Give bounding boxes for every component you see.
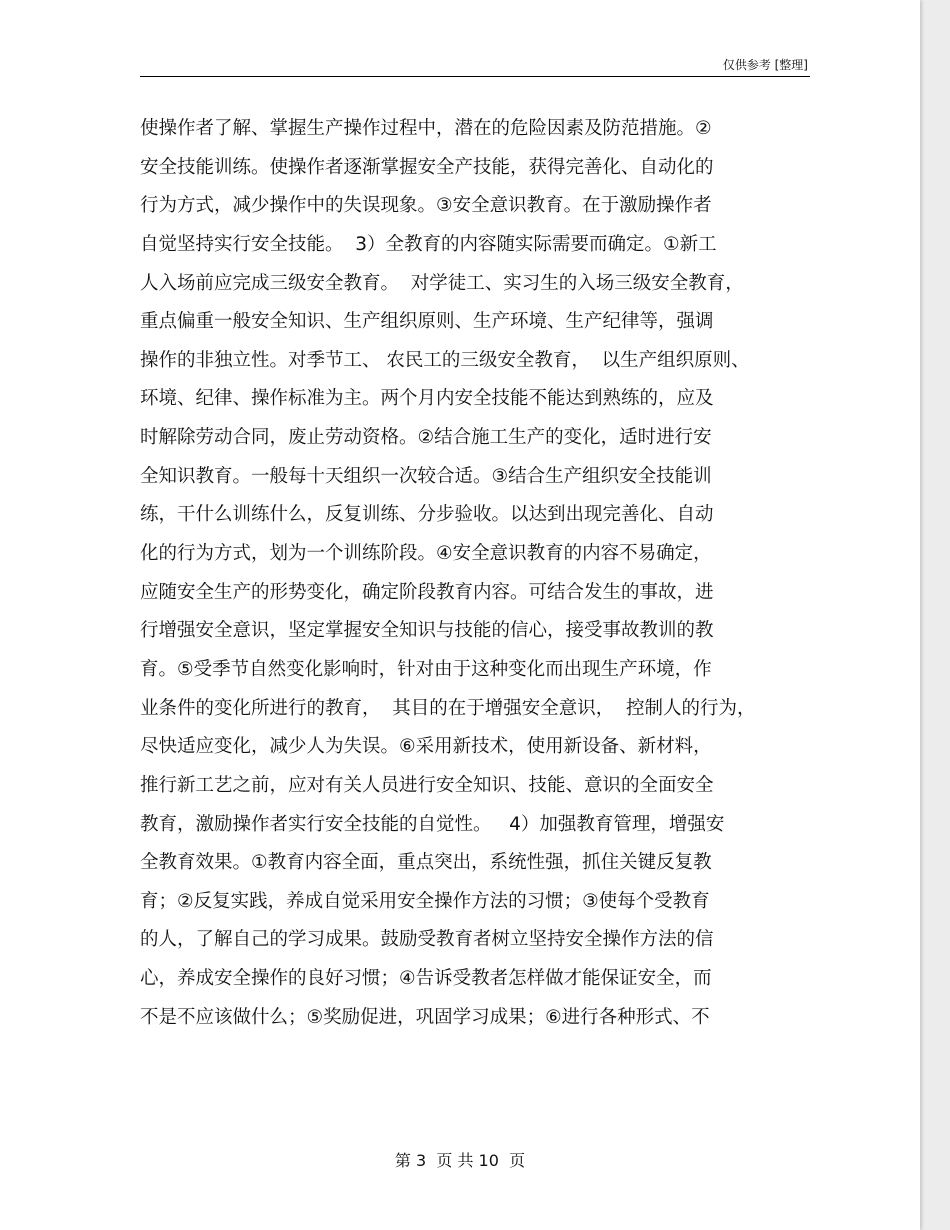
text-line: 推行新工艺之前，应对有关人员进行安全知识、技能、意识的全面安全 [140,774,714,796]
header-label: 仅供参考 [整理] [722,58,808,72]
text-line: 教育，激励操作者实行安全技能的自觉性。 4）加强教育管理，增强安 [140,813,725,835]
page-header [140,54,810,77]
text-line: 行增强安全意识，坚定掌握安全知识与技能的信心，接受事故教训的教 [140,620,714,642]
text-line: 育。⑤受季节自然变化影响时，针对由于这种变化而出现生产环境，作 [140,658,712,680]
text-line: 人入场前应完成三级安全教育。 对学徒工、实习生的入场三级安全教育， [140,272,744,294]
text-line: 的人，了解自己的学习成果。鼓励受教育者树立坚持安全操作方法的信 [140,929,714,951]
text-line: 环境、纪律、操作标准为主。两个月内安全技能不能达到熟练的，应及 [140,388,714,410]
text-line: 自觉坚持实行安全技能。 3）全教育的内容随实际需要而确定。①新工 [140,233,717,255]
text-line: 练，干什么训练什么，反复训练、分步验收。以达到出现完善化、自动 [140,504,714,526]
text-line: 应随安全生产的形势变化，确定阶段教育内容。可结合发生的事故，进 [140,581,714,603]
text-line: 化的行为方式，划为一个训练阶段。④安全意识教育的内容不易确定， [140,543,712,565]
page-footer: 第 3 页 共 10 页 [394,1151,526,1170]
text-line: 重点偏重一般安全知识、生产组织原则、生产环境、生产纪律等，强调 [140,311,714,333]
text-line: 时解除劳动合同，废止劳动资格。②结合施工生产的变化，适时进行安 [140,427,712,449]
body-text [140,110,830,1037]
text-line: 全知识教育。一般每十天组织一次较合适。③结合生产组织安全技能训 [140,465,712,487]
text-line: 育；②反复实践，养成自觉采用安全操作方法的习惯；③使每个受教育 [140,890,710,912]
text-line: 业条件的变化所进行的教育， 其目的在于增强安全意识， 控制人的行为， [140,697,756,719]
text-line: 行为方式，减少操作中的失误现象。③安全意识教育。在于激励操作者 [140,195,712,217]
text-line: 操作的非独立性。对季节工、 农民工的三级安全教育， 以生产组织原则、 [140,349,750,371]
text-line: 使操作者了解、掌握生产操作过程中，潜在的危险因素及防范措施。② [140,118,712,139]
text-line: 全教育效果。①教育内容全面，重点突出，系统性强，抓住关键反复教 [140,852,712,874]
text-line: 尽快适应变化，减少人为失误。⑥采用新技术，使用新设备、新材料， [140,736,712,758]
text-line: 安全技能训练。使操作者逐渐掌握安全产技能，获得完善化、自动化的 [140,156,714,178]
text-line: 不是不应该做什么；⑤奖励促进，巩固学习成果；⑥进行各种形式、不 [140,1006,710,1028]
text-line: 心，养成安全操作的良好习惯；④告诉受教者怎样做才能保证安全，而 [140,968,712,990]
